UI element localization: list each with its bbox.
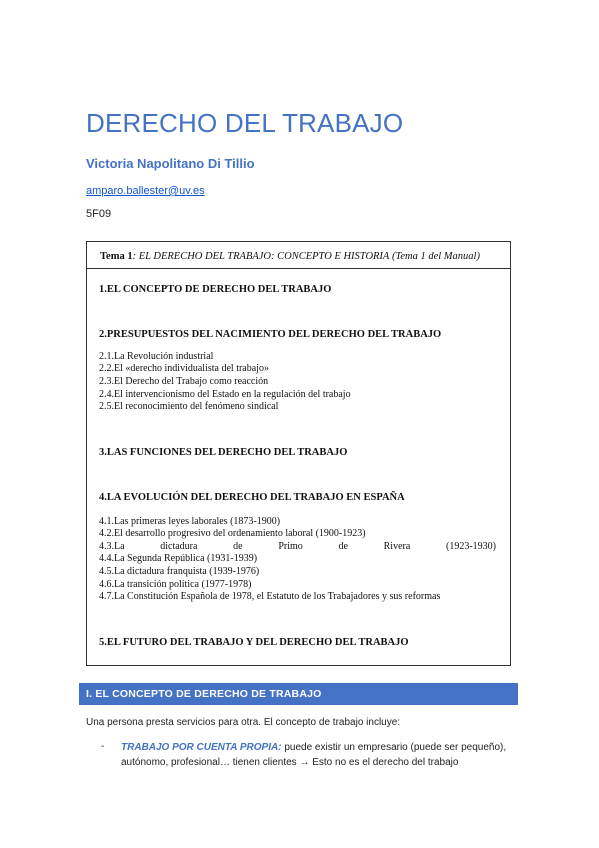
toc-section-4: 4.LA EVOLUCIÓN DEL DERECHO DEL TRABAJO EN ESPAÑA [99,492,405,503]
bullet-marker: - [101,741,105,752]
toc-item: 2.3.El Derecho del Trabajo como reacción [99,376,269,387]
toc-word: Rivera [383,541,411,552]
tema-reference: (Tema 1 del Manual) [391,251,480,262]
toc-word: (1923-1930) [445,541,496,552]
toc-word: dictadura [160,541,198,552]
document-title: DERECHO DEL TRABAJO [86,108,404,138]
toc-header [87,242,510,269]
toc-word: de [233,541,243,552]
toc-item: 4.6.La transición política (1977-1978) [99,579,252,590]
toc-section-5: 5.EL FUTURO DEL TRABAJO Y DEL DERECHO DEL TRABAJO [99,637,409,648]
toc-item: 2.2.El «derecho individualista del trabajo» [99,363,269,374]
tema-title: EL DERECHO DEL TRABAJO: CONCEPTO E HISTORIA [138,251,390,262]
toc-item: 4.5.La dictadura franquista (1939-1976) [99,566,260,577]
bullet-item [121,740,513,770]
toc-item: 2.4.El intervencionismo del Estado en la regulación del trabajo [99,389,351,400]
bullet-body: puede existir un empresario (puede ser pequeño), autónomo, profesional… tienen clientes → Esto no es el derecho del trabajo [121,742,507,768]
tema-label: Tema 1 [100,251,133,262]
toc-item-justified [99,541,496,553]
toc-section-2: 2.PRESUPUESTOS DEL NACIMIENTO DEL DERECHO DEL TRABAJO [99,329,442,340]
section-heading-bar: I. EL CONCEPTO DE DERECHO DE TRABAJO [79,683,518,705]
tema-separator: : [132,251,139,262]
intro-paragraph: Una persona presta servicios para otra. El concepto de trabajo incluye: [86,717,401,728]
toc-section-3: 3.LAS FUNCIONES DEL DERECHO DEL TRABAJO [99,447,348,458]
toc-word: de [338,541,348,552]
bullet-emphasis: TRABAJO POR CUENTA PROPIA: [121,742,282,753]
toc-word: Primo [278,541,303,552]
toc-item: 4.2.El desarrollo progresivo del ordenamiento laboral (1900-1923) [99,528,366,539]
toc-item: 2.1.La Revolución industrial [99,351,214,362]
toc-item: 4.4.La Segunda República (1931-1939) [99,553,258,564]
toc-item: 4.7.La Constitución Española de 1978, el Estatuto de los Trabajadores y sus reformas [99,591,441,602]
author-email-link[interactable]: amparo.ballester@uv.es [86,185,205,197]
toc-section-1: 1.EL CONCEPTO DE DERECHO DEL TRABAJO [99,284,332,295]
author-name: Victoria Napolitano Di Tillio [86,156,255,171]
toc-item: 4.1.Las primeras leyes laborales (1873-1900) [99,516,281,527]
toc-word: 4.3.La [99,541,125,552]
course-code: 5F09 [86,208,112,220]
toc-item: 2.5.El reconocimiento del fenómeno sindical [99,401,279,412]
table-of-contents [86,241,511,666]
